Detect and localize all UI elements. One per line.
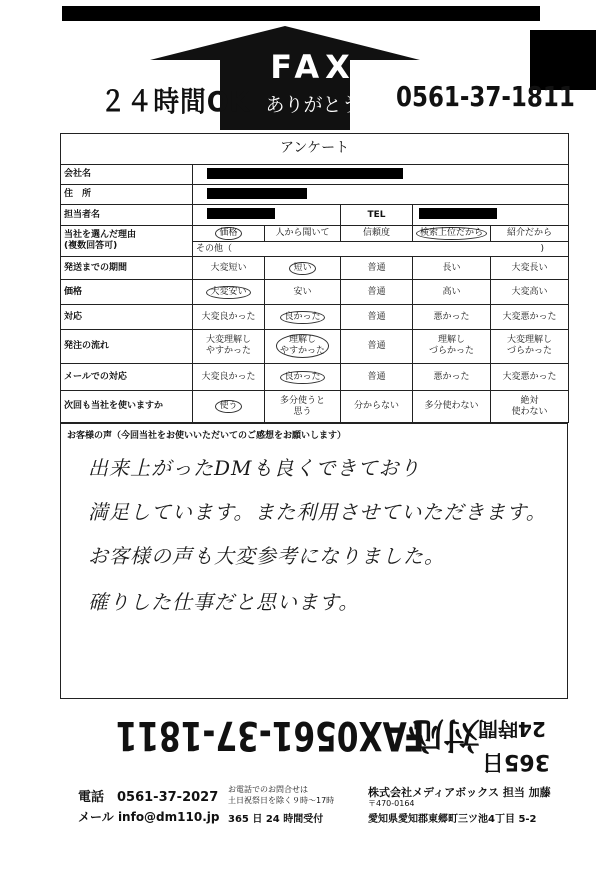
flipped-24h: 24時間: [478, 717, 546, 741]
flipped-fax-number: FAX0561-37-1811: [115, 712, 425, 758]
survey-table: [60, 133, 569, 423]
period-option-1-text: 短い: [289, 262, 315, 275]
redacted-company: [207, 168, 403, 179]
footer-phone: 電話 0561-37-2027: [78, 790, 219, 805]
flipped-365: 365日: [482, 749, 550, 774]
flow-option-3-line2: づらかった: [428, 346, 474, 357]
flow-option-1-line2: やすかった: [279, 346, 325, 357]
email-option-1: [265, 363, 341, 390]
reason-other-label: その他（: [196, 243, 233, 254]
email-option-2: 普通: [341, 363, 413, 390]
period-option-2: 普通: [341, 257, 413, 280]
response-option-0: 大変良かった: [193, 305, 265, 330]
next-option-1: [265, 391, 341, 423]
next-option-0-text: 使う: [215, 400, 241, 413]
flow-option-1-circle: [276, 334, 329, 358]
email-option-0: 大変良かった: [193, 363, 265, 390]
reason-other: [193, 241, 569, 257]
response-option-1-text: 良かった: [280, 311, 324, 324]
reason-option-3: [413, 225, 491, 241]
person-value: [193, 205, 341, 225]
response-option-4: 大変悪かった: [491, 305, 569, 330]
fax-number-header: 0561-37-1811: [396, 80, 575, 113]
reason-note: (複数回答可): [64, 241, 118, 252]
footer-phone-note-2: 土日祝祭日を除く９時〜17時: [228, 796, 335, 805]
reason-option-0-text: 価格: [215, 227, 241, 240]
flow-label: 発注の流れ: [61, 329, 193, 363]
reason-other-close: ): [540, 243, 545, 254]
price-label: 価格: [61, 280, 193, 305]
response-option-3: 悪かった: [413, 305, 491, 330]
redacted-person: [207, 208, 275, 219]
response-label: 対応: [61, 305, 193, 330]
survey-title: アンケート: [61, 134, 569, 165]
flow-option-2: 普通: [341, 329, 413, 363]
comment-line-2: 満足しています。また利用させていただきます。: [88, 500, 547, 524]
email-option-4: 大変悪かった: [491, 363, 569, 390]
flow-option-4-line2: づらかった: [507, 346, 553, 357]
next-option-1-line2: 思う: [293, 406, 312, 417]
reason-option-3-text: 検索上位だから: [416, 227, 487, 240]
comment-line-3: お客様の声も大変参考になりました。: [88, 544, 445, 568]
comment-line-1: 出来上がったDMも良くできており: [88, 456, 421, 480]
comment-line-4: 確りした仕事だと思います。: [88, 590, 360, 614]
reason-label: [61, 225, 193, 257]
address-label: 住 所: [61, 184, 193, 204]
price-option-0: [193, 280, 265, 305]
email-option-3: 悪かった: [413, 363, 491, 390]
24h-ok-text: ２４時間OK: [100, 85, 251, 118]
period-label: 発送までの期間: [61, 257, 193, 280]
thanks-text: ありがとう: [265, 94, 361, 116]
company-label: 会社名: [61, 164, 193, 184]
tel-value: [413, 205, 569, 225]
next-option-4-line2: 使わない: [511, 406, 548, 417]
reason-option-0: [193, 225, 265, 241]
next-option-0: [193, 391, 265, 423]
next-option-4-line1: 絶対: [520, 395, 539, 406]
footer-company: 株式会社メディアボックス 担当 加藤: [368, 786, 551, 799]
person-label: 担当者名: [61, 205, 193, 225]
response-option-1: [265, 305, 341, 330]
redacted-top-bar: [62, 6, 540, 21]
period-option-3: 長い: [413, 257, 491, 280]
flow-option-0-line1: 大変理解し: [205, 335, 251, 346]
footer-address: 愛知県愛知郡東郷町三ツ池4丁目 5-2: [368, 814, 537, 825]
price-option-4: 大変高い: [491, 280, 569, 305]
address-value: [193, 184, 569, 204]
company-value: [193, 164, 569, 184]
price-option-2: 普通: [341, 280, 413, 305]
flow-option-3: [413, 329, 491, 363]
flow-option-4: [491, 329, 569, 363]
comment-heading: お客様の声（今回当社をお使いいただいてのご感想をお願いします）: [67, 431, 347, 441]
reason-option-1: 人から聞いて: [265, 225, 341, 241]
flow-option-1-line1: 理解し: [288, 335, 316, 346]
redacted-tel: [419, 208, 497, 219]
next-option-4: [491, 391, 569, 423]
email-label: メールでの対応: [61, 363, 193, 390]
footer-hours: 365 日 24 時間受付: [228, 814, 324, 825]
flow-option-4-line1: 大変理解し: [507, 335, 553, 346]
response-option-2: 普通: [341, 305, 413, 330]
reason-option-2: 信頼度: [341, 225, 413, 241]
flipped-taiou: 対応: [408, 714, 481, 755]
next-option-2: 分からない: [341, 391, 413, 423]
price-option-1: 安い: [265, 280, 341, 305]
next-option-1-line1: 多分使うと: [279, 395, 325, 406]
reason-option-4: 紹介だから: [491, 225, 569, 241]
footer-phone-note-1: お電話でのお問合せは: [228, 785, 308, 794]
redacted-address: [207, 188, 307, 199]
next-label: 次回も当社を使いますか: [61, 391, 193, 423]
email-option-1-text: 良かった: [280, 371, 324, 384]
flow-option-1: [265, 329, 341, 363]
footer-email: メール info@dm110.jp: [78, 810, 220, 824]
period-option-0: 大変短い: [193, 257, 265, 280]
reason-label-text: 当社を選んだ理由: [64, 230, 137, 241]
fax-word: FAX: [270, 48, 356, 86]
flow-option-0-line2: やすかった: [205, 346, 251, 357]
flow-option-0: [193, 329, 265, 363]
period-option-1: [265, 257, 341, 280]
period-option-4: 大変長い: [491, 257, 569, 280]
flow-option-3-line1: 理解し: [437, 335, 465, 346]
price-option-3: 高い: [413, 280, 491, 305]
price-option-0-text: 大変安い: [206, 286, 250, 299]
next-option-3: 多分使わない: [413, 391, 491, 423]
tel-label: TEL: [341, 205, 413, 225]
footer-postal: 〒470-0164: [368, 799, 415, 808]
